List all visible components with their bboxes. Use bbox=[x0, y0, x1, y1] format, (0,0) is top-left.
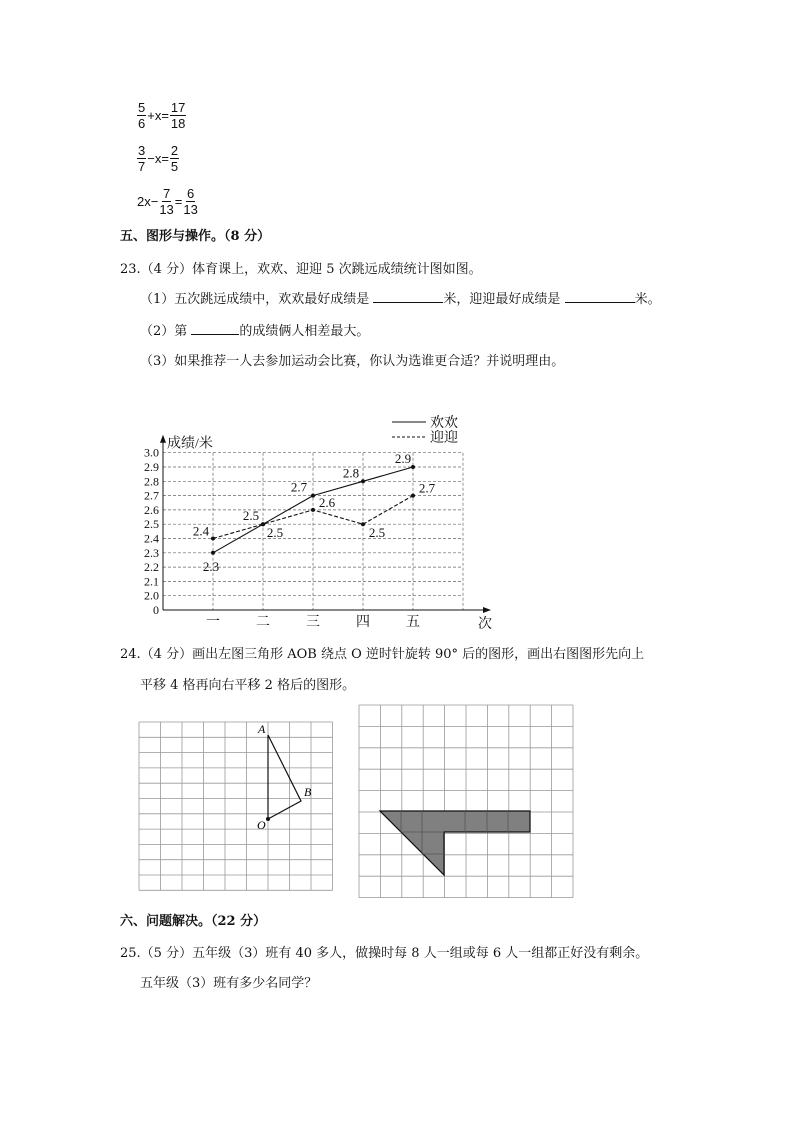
equation-2: $\frac{3}{7}$ −x= $\frac{2}{5}$ bbox=[138, 143, 179, 174]
answer-blank[interactable] bbox=[565, 302, 635, 303]
data-label: 2.6 bbox=[318, 494, 336, 510]
label-o: O bbox=[257, 818, 266, 832]
data-point bbox=[311, 494, 315, 498]
answer-blank[interactable] bbox=[191, 334, 239, 335]
y-tick-label: 2.0 bbox=[144, 588, 159, 603]
y-tick-label: 2.5 bbox=[144, 517, 159, 532]
y-axis-label: 成绩/米 bbox=[167, 436, 213, 452]
question-23-stem: 23.（4 分）体育课上，欢欢、迎迎 5 次跳远成绩统计图如图。 bbox=[120, 262, 482, 277]
fraction: $\frac{5}{6}$ bbox=[138, 100, 146, 131]
equation-3: 2x− $\frac{7}{13}$ = $\frac{6}{13}$ bbox=[137, 186, 198, 217]
label-a: A bbox=[258, 722, 266, 736]
data-label: 2.4 bbox=[192, 523, 210, 539]
data-point bbox=[211, 551, 215, 555]
fraction: $\frac{17}{18}$ bbox=[170, 100, 186, 131]
triangle-aob bbox=[268, 735, 301, 819]
data-label: 2.7 bbox=[290, 479, 308, 495]
point-o bbox=[266, 817, 270, 821]
y-tick-label: 3.0 bbox=[144, 445, 159, 460]
data-label: 2.9 bbox=[394, 451, 412, 466]
x-tick-label: 五 bbox=[406, 615, 420, 630]
data-point bbox=[261, 522, 265, 526]
data-point bbox=[411, 494, 415, 498]
y-tick-label: 2.8 bbox=[144, 474, 159, 489]
x-tick-label: 二 bbox=[256, 615, 270, 630]
y-tick-label: 2.6 bbox=[144, 502, 159, 517]
legend-label: 欢欢 bbox=[430, 416, 458, 431]
data-point bbox=[411, 465, 415, 469]
equation-1: $\frac{5}{6}$ +x= $\frac{17}{18}$ bbox=[138, 100, 186, 131]
x-tick-label: 四 bbox=[356, 615, 370, 630]
question-24-line-1: 24.（4 分）画出左图三角形 AOB 绕点 O 逆时针旋转 90° 后的图形，画出右图图形先向上 bbox=[120, 647, 645, 662]
x-tick-label: 三 bbox=[306, 615, 320, 630]
data-label: 2.7 bbox=[418, 480, 436, 496]
question-23-part-2: （2）第 的成绩俩人相差最大。 bbox=[140, 324, 370, 339]
data-label: 2.5 bbox=[266, 525, 284, 541]
y-tick-label: 2.7 bbox=[144, 488, 159, 503]
section-heading: 五、图形与操作。（8 分） bbox=[120, 229, 271, 244]
question-23-part-3: （3）如果推荐一人去参加运动会比赛，你认为选谁更合适？并说明理由。 bbox=[140, 354, 565, 369]
data-point bbox=[361, 522, 365, 526]
question-25-line-2: 五年级（3）班有多少名同学？ bbox=[140, 976, 318, 991]
label-b: B bbox=[304, 785, 312, 799]
y-tick-label: 2.9 bbox=[144, 460, 159, 474]
y-tick-label: 2.4 bbox=[144, 531, 159, 546]
data-point bbox=[361, 479, 365, 483]
fraction: $\frac{3}{7}$ bbox=[138, 143, 146, 174]
grid-shape bbox=[358, 704, 574, 898]
legend-label: 迎迎 bbox=[430, 431, 458, 446]
x-tick-label: 一 bbox=[206, 615, 220, 630]
data-point bbox=[211, 537, 215, 541]
y-axis-arrow bbox=[160, 435, 166, 443]
fraction: $\frac{6}{13}$ bbox=[183, 186, 198, 217]
y-tick-label: 0 bbox=[153, 603, 159, 617]
fraction: $\frac{2}{5}$ bbox=[170, 143, 179, 174]
question-23-part-1: （1）五次跳远成绩中，欢欢最好成绩是 米，迎迎最好成绩是 米。 bbox=[140, 292, 661, 307]
y-tick-label: 2.1 bbox=[144, 574, 159, 589]
shaded-shape bbox=[380, 811, 530, 875]
y-tick-label: 2.2 bbox=[144, 560, 159, 575]
section-heading: 六、问题解决。（22 分） bbox=[120, 914, 267, 929]
question-24-line-2: 平移 4 格再向右平移 2 格后的图形。 bbox=[140, 678, 356, 693]
data-point bbox=[311, 508, 315, 512]
answer-blank[interactable] bbox=[373, 302, 443, 303]
fraction: $\frac{7}{13}$ bbox=[159, 186, 174, 217]
grid-triangle-aob bbox=[138, 721, 334, 901]
question-25-line-1: 25.（5 分）五年级（3）班有 40 多人，做操时每 8 人一组或每 6 人一组都正好没有剩余。 bbox=[120, 946, 649, 961]
x-axis-arrow bbox=[483, 607, 491, 613]
data-label: 2.3 bbox=[202, 558, 220, 574]
data-label: 2.8 bbox=[342, 465, 360, 481]
line-chart bbox=[130, 412, 500, 632]
y-tick-label: 2.3 bbox=[144, 545, 159, 560]
data-label: 2.5 bbox=[242, 508, 260, 524]
data-label: 2.5 bbox=[368, 525, 386, 541]
x-axis-label: 次 bbox=[478, 617, 492, 632]
